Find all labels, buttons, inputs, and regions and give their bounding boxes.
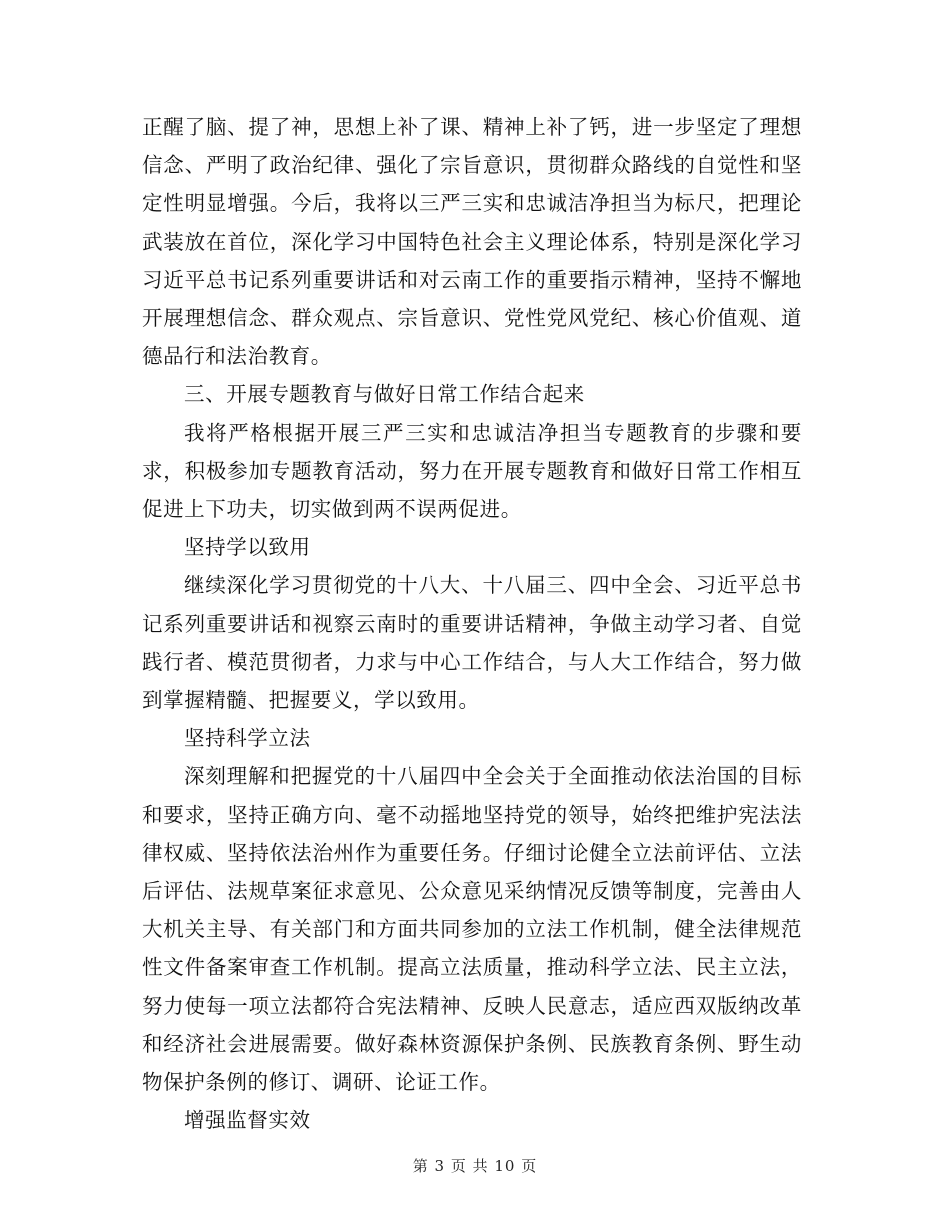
subheading-study-apply: 坚持学以致用 [184,535,311,560]
document-body [142,108,802,1139]
paragraph-scientific-legislation: 深刻理解和把握党的十八届四中全会关于全面推动依法治国的目标和要求，坚持正确方向、毫不动摇地坚持党的领导，始终把维护宪法法律权威、坚持依法治州作为重要任务。仔细讨论健全立法前评估、立法后评估、法规草案征求意见、公众意见采纳情况反馈等制度，完善由人大机关主导、有关部门和方面共同参加的立法工作机制，健全法律规范性文件备案审查工作机制。提高立法质量，推动科学立法、民主立法，努力使每一项立法都符合宪法精神、反映人民意志，适应西双版纳改革和经济社会进展需要。做好森林资源保护条例、民族教育条例、野生动物保护条例的修订、调研、论证工作。 [142,764,802,1095]
paragraph-study-apply: 继续深化学习贯彻党的十八大、十八届三、四中全会、习近平总书记系列重要讲话和视察云南时的重要讲话精神，争做主动学习者、自觉践行者、模范贯彻者，力求与中心工作结合，与人大工作结合，努力做到掌握精髓、把握要义，学以致用。 [142,573,802,713]
subheading-supervision: 增强监督实效 [184,1108,311,1133]
paragraph-continuation: 正醒了脑、提了神，思想上补了课、精神上补了钙，进一步坚定了理想信念、严明了政治纪律、强化了宗旨意识，贯彻群众路线的自觉性和坚定性明显增强。今后，我将以三严三实和忠诚洁净担当为标尺，把理论武装放在首位，深化学习中国特色社会主义理论体系，特别是深化学习习近平总书记系列重要讲话和对云南工作的重要指示精神，坚持不懈地开展理想信念、群众观点、宗旨意识、党性党风党纪、核心价值观、道德品行和法治教育。 [142,115,802,369]
subheading-scientific-legislation: 坚持科学立法 [184,726,311,751]
page-footer: 第 3 页 共 10 页 [412,1157,538,1175]
paragraph-special-education: 我将严格根据开展三严三实和忠诚洁净担当专题教育的步骤和要求，积极参加专题教育活动，努力在开展专题教育和做好日常工作相互促进上下功夫，切实做到两不误两促进。 [142,420,802,522]
section-heading-3: 三、开展专题教育与做好日常工作结合起来 [184,382,585,407]
